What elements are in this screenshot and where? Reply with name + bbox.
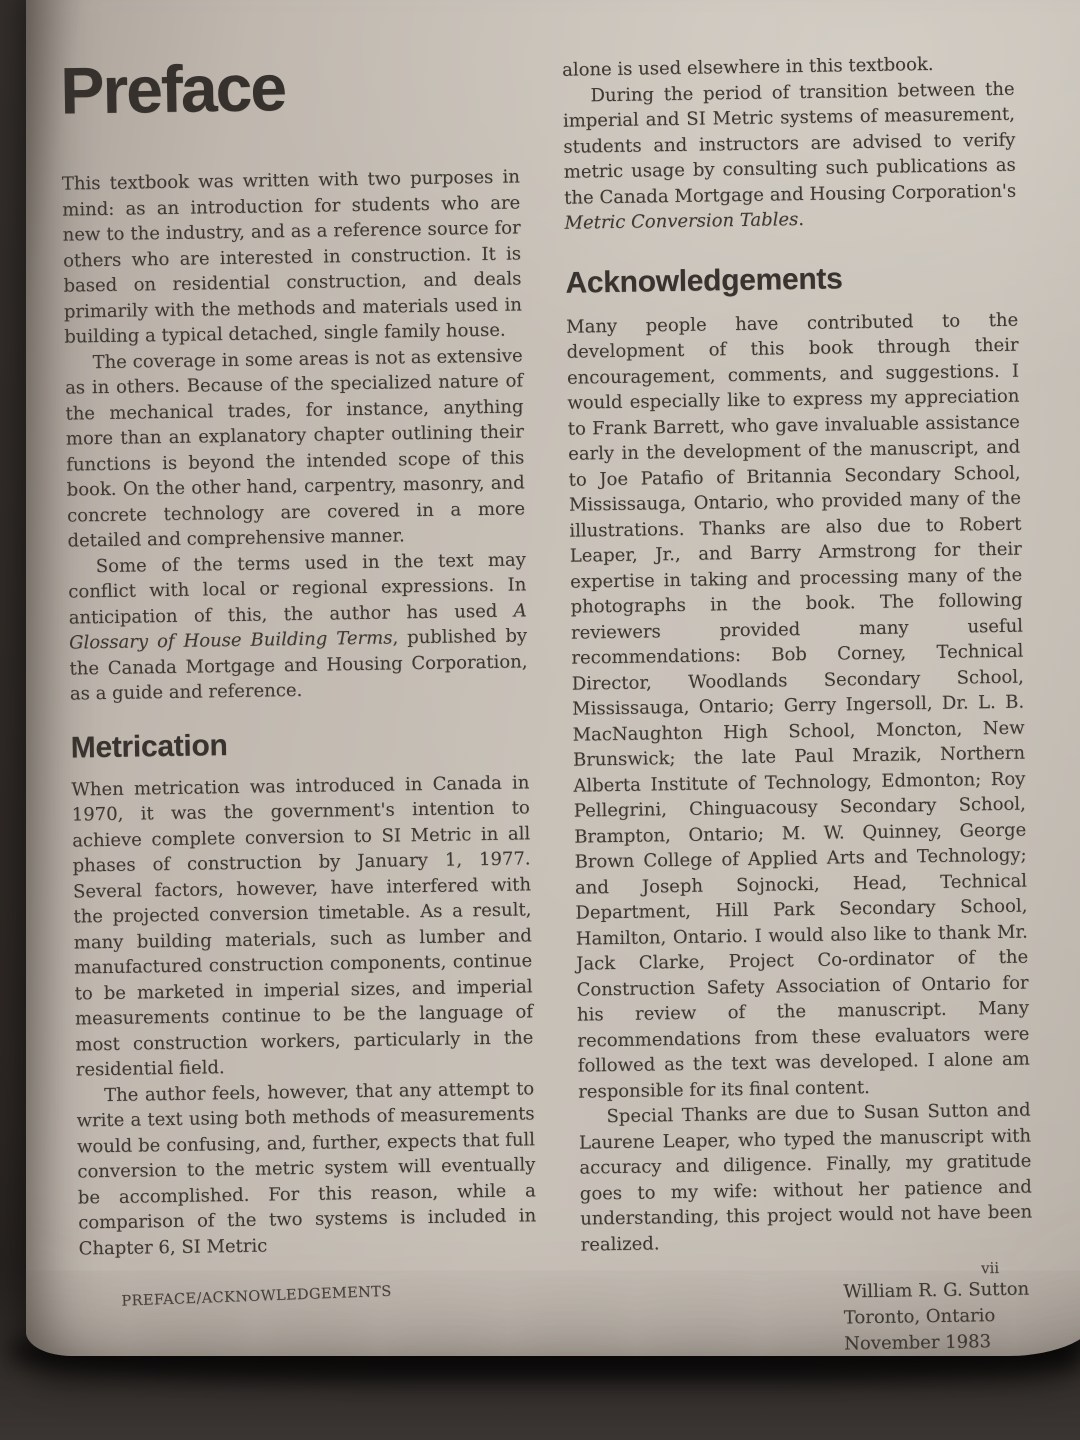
paragraph-transition: [562, 76, 1016, 236]
text-run: , published by the Canada Mortgage and Housing Corporation, as a guide and reference.: [69, 625, 528, 705]
running-footer: PREFACE/ACKNOWLEDGEMENTS: [121, 1283, 392, 1310]
paragraph-terms: [68, 547, 528, 707]
metrication-heading: Metrication: [70, 728, 228, 765]
paragraph-metrication-2: The author feels, however, that any attempt to write a text using both methods of measurements would be confusing, and, further, expects that full conversion to the metric system will eventually be accomplished. For this reason, while a comparison of the two systems is included in Chapter 6, SI Metric: [76, 1077, 537, 1259]
page-content: [23, 0, 1080, 1364]
page-number: vii: [980, 1259, 1000, 1278]
signature-date: November 1983: [844, 1331, 992, 1355]
acknowledgements-heading: Acknowledgements: [565, 261, 843, 300]
text-run: .: [798, 208, 805, 231]
left-column: [60, 48, 537, 1261]
signature-city: Toronto, Ontario: [843, 1305, 996, 1329]
book-page: [26, 0, 1080, 1356]
right-column: [562, 51, 1034, 1362]
text-run: Some of the terms used in the text may conflict with local or regional expressions. In anticipation of this, the author has used: [68, 548, 527, 629]
book-title-italic: A Glossary of House Building Terms: [68, 599, 527, 654]
signature-name: William R. G. Sutton: [843, 1278, 1030, 1303]
paragraph-metrication-1: When metrication was introduced in Canada in 1970, it was the government's intention to achieve complete conversion to SI Metric in all phases of construction by January 1, 1977. Several factors, however, have interfered with the projected conversion timetable. As a result, many building materials, such as lumber and manufactured construction components, continue to be marketed in imperial sizes, and imperial measurements continue to be the language of most construction workers, particularly in the residential field.: [71, 771, 534, 1081]
text-run: During the period of transition between the imperial and SI Metric systems of measurement, students and instructors are advised to verify metric usage by consulting such publications as the Canada Mortgage and Housing Corporation's: [562, 78, 1017, 209]
paragraph-acknowledgements-2: Special Thanks are due to Susan Sutton and Laurene Leaper, who typed the manuscript with accuracy and diligence. Finally, my gratitude goes to my wife: without her patience and understanding, this project would not have been realized.: [578, 1099, 1033, 1256]
paragraph-continuation: alone is used elsewhere in this textbook.: [562, 53, 934, 81]
paragraph-coverage: The coverage in some areas is not as extensive as in others. Because of the specialized nature of the mechanical trades, for instance, anything more than an explanatory chapter outlining their functions is beyond the intended scope of this book. On the other hand, carpentry, masonry, and concrete technology are covered in a more detailed and comprehensive manner.: [64, 344, 526, 552]
signature-block: [843, 1276, 1034, 1357]
paragraph-intro: This textbook was written with two purposes in mind: as an introduction for students who are new to the industry, and as a reference source for others who are interested in construction. It is based on residential construction, and deals primarily with the methods and materials used in building a typical detached, single family house.: [61, 166, 523, 348]
paragraph-acknowledgements-1: Many people have contributed to the development of this book through their encouragement, comments, and suggestions. I would especially like to express my appreciation to Frank Barrett, who gave invaluable assistance early in the development of the manuscript, and to Joe Patafio of Britannia Secondary School, Mississauga, Ontario, who provided many of the illustrations. Thanks are also due to Robert Leaper, Jr., and Barry Armstrong for their expertise in taking and processing many of the photographs in the book. The following reviewers provided many useful recommendations: Bob Corney, Technical Director, Woodlands Secondary School, Mississauga, Ontario; Gerry Ingersoll, Dr. L. B. MacNaughton High School, Moncton, New Brunswick; the late Paul Mrazik, Northern Alberta Institute of Technology, Edmonton; Roy Pellegrini, Chinguacousy Secondary School, Brampton, Ontario; M. W. Quinney, George Brown College of Applied Arts and Technology; and Joseph Sojnocki, Head, Technical Department, Hill Park Secondary School, Hamilton, Ontario. I would also like to thank Mr. Jack Clarke, Project Co-ordinator of the Construction Safety Association of Ontario for his review of the manuscript. Many recommendations from these evaluators were followed as the text was developed. I alone am responsible for its final content.: [566, 309, 1030, 1103]
page-title: Preface: [59, 50, 286, 128]
book-title-italic: Metric Conversion Tables: [564, 209, 799, 234]
